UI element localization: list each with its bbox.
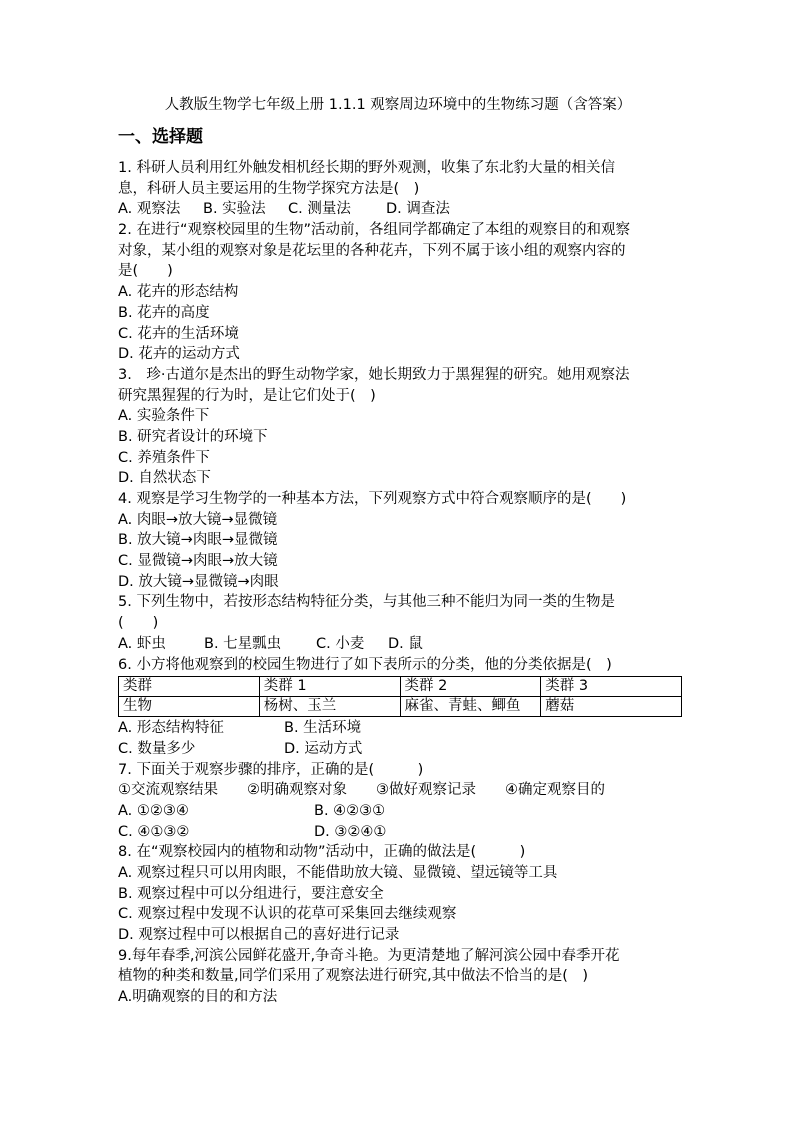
question-5-options (118, 634, 684, 655)
table-header-cell: 类群 2 (400, 677, 541, 697)
classification-table (118, 676, 682, 717)
question-2-option-b: B. 花卉的高度 (118, 304, 210, 321)
question-7-options-row-1 (118, 801, 684, 822)
question-4-option-c: C. 显微镜→肉眼→放大镜 (118, 553, 278, 570)
question-5-option-b: B. 七星瓢虫 (204, 635, 282, 652)
question-7-steps: ①交流观察结果 ②明确观察对象 ③做好观察记录 ④确定观察目的 (118, 782, 605, 799)
question-8-option-d: D. 观察过程中可以根据自己的喜好进行记录 (118, 927, 400, 944)
question-7-option-d: D. ③②④① (314, 823, 387, 840)
question-6-option-b: B. 生活环境 (284, 720, 362, 737)
table-header-row (119, 677, 682, 697)
question-2-stem-line-2: 对象，某小组的观察对象是花坛里的各种花卉，下列不属于该小组的观察内容的 (118, 242, 626, 259)
question-3-option-b: B. 研究者设计的环境下 (118, 428, 268, 445)
question-6-option-c: C. 数量多少 (118, 740, 196, 757)
question-6-stem: 6. 小方将他观察到的校园生物进行了如下表所示的分类，他的分类依据是( ) (118, 656, 612, 673)
question-3-option-a: A. 实验条件下 (118, 408, 210, 425)
question-2-stem-line-3: 是( ) (118, 263, 173, 280)
question-7-option-b: B. ④②③① (314, 802, 386, 819)
question-4-option-b: B. 放大镜→肉眼→显微镜 (118, 532, 278, 549)
question-1-option-d: D. 调查法 (386, 201, 450, 218)
question-3-stem-line-1: 3. 珍·古道尔是杰出的野生动物学家，她长期致力于黑猩猩的研究。她用观察法 (118, 366, 630, 383)
question-2-stem-line-1: 2. 在进行“观察校园里的生物”活动前，各组同学都确定了本组的观察目的和观察 (118, 222, 630, 239)
table-header-cell: 类群 (119, 677, 260, 697)
table-cell: 生物 (119, 697, 260, 717)
question-3-option-c: C. 养殖条件下 (118, 449, 210, 466)
question-3-stem-line-2: 研究黑猩猩的行为时，是让它们处于( ) (118, 387, 376, 404)
question-5-option-a: A. 虾虫 (118, 635, 166, 652)
question-7-option-a: A. ①②③④ (118, 802, 189, 819)
document-title: 人教版生物学七年级上册 1.1.1 观察周边环境中的生物练习题（含答案） (164, 97, 632, 113)
question-3-option-d: D. 自然状态下 (118, 470, 211, 487)
question-9-stem-line-1: 9.每年春季,河滨公园鲜花盛开,争奇斗艳。为更清楚地了解河滨公园中春季开花 (118, 947, 620, 964)
question-4-stem: 4. 观察是学习生物学的一种基本方法，下列观察方式中符合观察顺序的是( ) (118, 491, 627, 507)
question-2-option-c: C. 花卉的生活环境 (118, 325, 239, 342)
question-8-option-c: C. 观察过程中发现不认识的花草可采集回去继续观察 (118, 906, 457, 923)
question-4-option-d: D. 放大镜→显微镜→肉眼 (118, 573, 279, 590)
question-5-option-d: D. 鼠 (388, 635, 423, 652)
question-7-option-c: C. ④①③② (118, 823, 190, 840)
question-1-stem-line-2: 息，科研人员主要运用的生物学探究方法是( ) (118, 180, 420, 197)
question-1-option-b: B. 实验法 (203, 201, 266, 218)
table-cell: 麻雀、青蛙、鲫鱼 (400, 697, 541, 717)
table-row (119, 697, 682, 717)
question-6-options-row-2 (118, 739, 684, 760)
question-8-option-b: B. 观察过程中可以分组进行，要注意安全 (118, 885, 384, 902)
question-6-option-d: D. 运动方式 (284, 740, 363, 757)
question-6-options-row-1 (118, 718, 684, 739)
question-1-option-a: A. 观察法 (118, 201, 181, 218)
table-cell: 蘑菇 (541, 697, 682, 717)
table-cell: 杨树、玉兰 (259, 697, 400, 717)
question-6-option-a: A. 形态结构特征 (118, 720, 224, 737)
question-5-stem-line-2: ( ) (118, 615, 159, 632)
question-7-stem: 7. 下面关于观察步骤的排序，正确的是( ) (118, 761, 424, 778)
question-list (118, 158, 684, 1008)
question-9-option-a: A.明确观察的目的和方法 (118, 989, 278, 1006)
question-7-options-row-2 (118, 822, 684, 843)
question-8-stem: 8. 在“观察校园内的植物和动物”活动中，正确的做法是( ) (118, 844, 526, 861)
table-header-cell: 类群 3 (541, 677, 682, 697)
section-heading: 一、选择题 (118, 127, 203, 147)
question-5-stem-line-1: 5. 下列生物中，若按形态结构特征分类，与其他三种不能归为同一类的生物是 (118, 594, 615, 611)
table-header-cell: 类群 1 (259, 677, 400, 697)
question-9-stem-line-2: 植物的种类和数量,同学们采用了观察法进行研究,其中做法不恰当的是( ) (118, 968, 589, 985)
question-1-stem-line-1: 1. 科研人员利用红外触发相机经长期的野外观测，收集了东北豹大量的相关信 (118, 160, 615, 176)
question-8-option-a: A. 观察过程只可以用肉眼，不能借助放大镜、显微镜、望远镜等工具 (118, 865, 558, 881)
question-2-option-a: A. 花卉的形态结构 (118, 284, 239, 301)
question-4-option-a: A. 肉眼→放大镜→显微镜 (118, 511, 278, 528)
question-1-options (118, 199, 684, 220)
question-5-option-c: C. 小麦 (316, 635, 365, 652)
question-1-option-c: C. 测量法 (288, 201, 351, 218)
question-2-option-d: D. 花卉的运动方式 (118, 346, 240, 363)
